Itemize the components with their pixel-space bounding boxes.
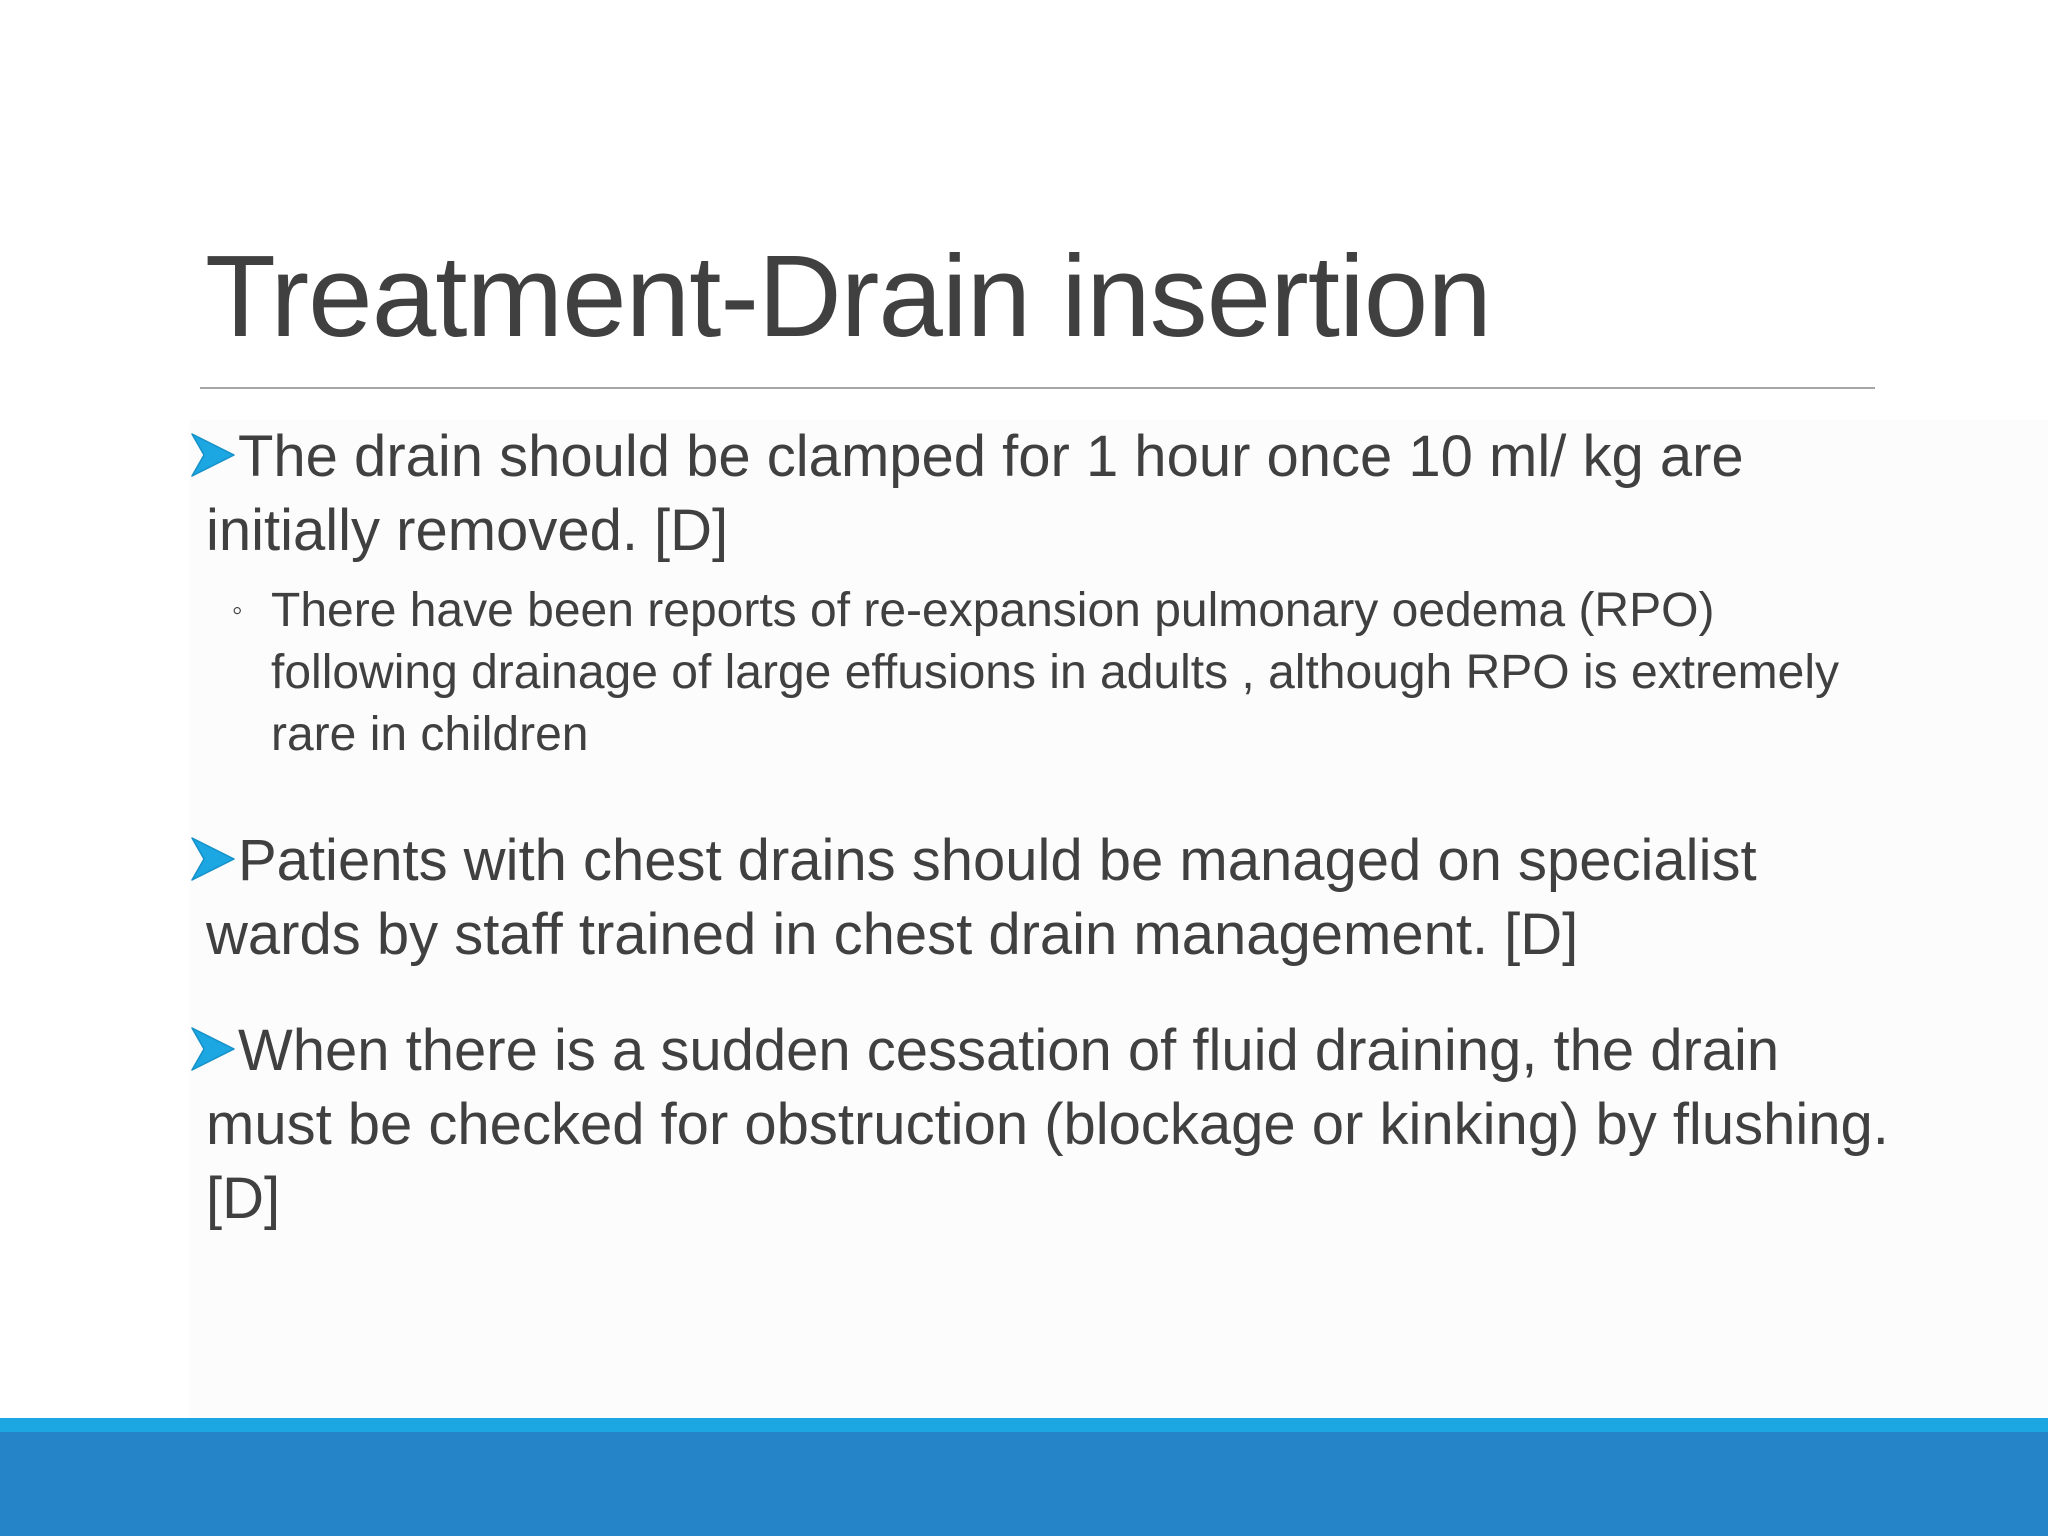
bullet-text: Patients with chest drains should be managed on specialist wards by staff trained in chest drain management. [D] [206, 828, 1757, 967]
arrow-bullet-icon [190, 430, 236, 480]
arrow-bullet-icon [190, 1024, 236, 1074]
title-divider [200, 387, 1875, 389]
arrow-bullet-icon [190, 834, 236, 884]
slide-title: Treatment-Drain insertion [205, 231, 1491, 361]
sub-bullet-text: There have been reports of re-expansion pulmonary oedema (RPO) following drainage of large effusions in adults , although RPO is extremely rare in children [271, 584, 1839, 761]
sub-bullet-item [190, 580, 1890, 766]
bullet-text: The drain should be clamped for 1 hour once 10 ml/ kg are initially removed. [D] [206, 424, 1744, 563]
footer-band [0, 1432, 2048, 1536]
bullet-item [190, 420, 1890, 568]
bullet-item [190, 1014, 1890, 1236]
slide-body [190, 420, 1890, 1236]
footer-accent-band [0, 1418, 2048, 1432]
bullet-item [190, 824, 1890, 972]
sub-bullet-marker: ◦ [232, 594, 243, 627]
bullet-text: When there is a sudden cessation of fluid draining, the drain must be checked for obstruction (blockage or kinking) by flushing. [D] [206, 1018, 1889, 1231]
